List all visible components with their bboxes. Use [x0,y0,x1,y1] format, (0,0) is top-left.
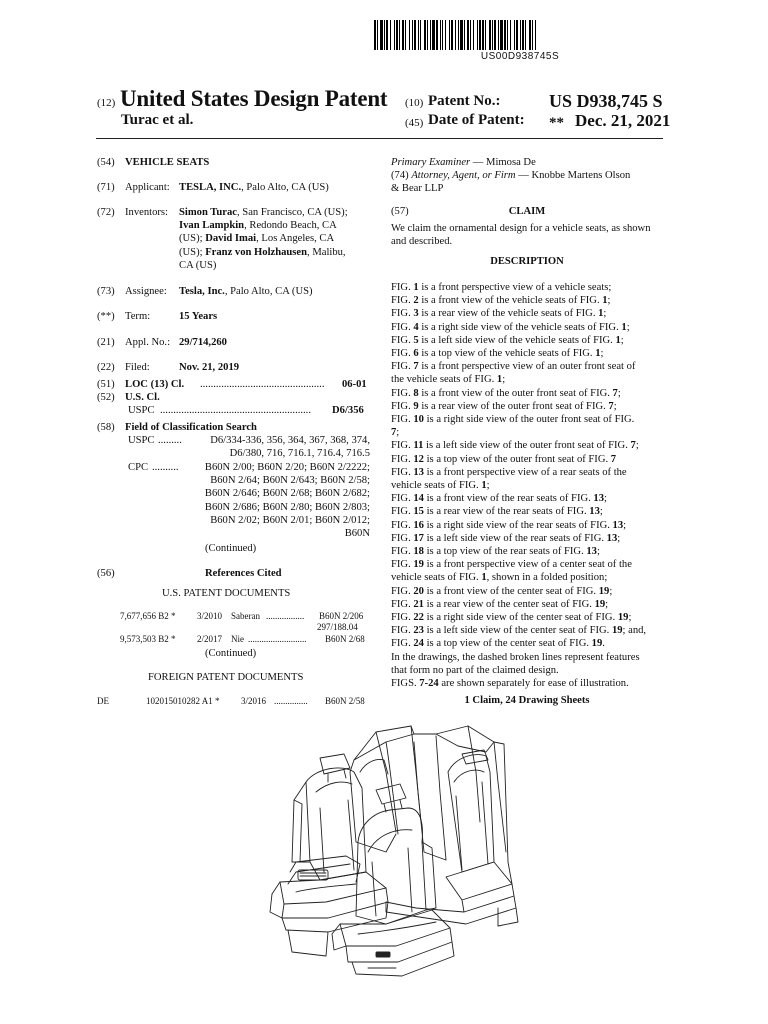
applicant-label: Applicant: [125,182,170,193]
loc-value: 06-01 [342,379,367,390]
code-21: (21) [97,337,115,348]
code-term: (**) [97,311,115,322]
description-line: FIG. 3 is a rear view of the vehicle seats of FIG. 1; [391,308,607,320]
appl-label: Appl. No.: [125,337,171,348]
filed-label: Filed: [125,362,150,373]
refs-continued: (Continued) [205,648,257,659]
description-line: FIG. 16 is a right side view of the rear seats of FIG. 13; [391,519,627,531]
term-value: 15 Years [179,311,218,322]
assignee-label: Assignee: [125,286,167,297]
description-line: 7; [391,427,400,439]
description-line: FIG. 23 is a left side view of the center seat of FIG. 19; and, [391,625,647,637]
uscl-value: D6/356 [332,405,364,416]
description-line: vehicle seats of FIG. 1; [391,480,490,492]
description-line: FIG. 19 is a front perspective view of a center seat of the [391,559,632,571]
barcode [374,20,666,50]
description-line: FIG. 24 is a top view of the center seat of FIG. 19. [391,638,605,650]
description-line: FIG. 8 is a front view of the outer front seat of FIG. 7; [391,387,621,399]
field-uspc-label: USPC [128,435,155,446]
term-label: Term: [125,311,151,322]
patent-number: US D938,745 S [549,91,663,111]
description-line: FIG. 20 is a front view of the center seat of FIG. 19; [391,585,613,597]
uscl-sub: USPC [128,405,155,416]
filed-value: Nov. 21, 2019 [179,362,240,373]
description-line: vehicle seats of FIG. 1, shown in a folded position; [391,572,608,584]
assignee-value: Tesla, Inc., Palo Alto, CA (US) [179,286,313,297]
foreign-patents-heading: FOREIGN PATENT DOCUMENTS [148,672,304,683]
applicant-value: TESLA, INC., Palo Alto, CA (US) [179,182,329,193]
date-label: Date of Patent: [428,112,525,128]
description-body [391,281,663,690]
description-line: FIG. 15 is a rear view of the rear seats of FIG. 13; [391,506,603,518]
description-line: FIG. 22 is a right side view of the center seat of FIG. 19; [391,612,632,624]
description-line: FIG. 10 is a right side view of the outer front seat of FIG. [391,414,635,426]
field-uspc-dots: ......... [158,435,182,446]
title-value: VEHICLE SEATS [125,157,210,168]
claims-summary: 1 Claim, 24 Drawing Sheets [464,695,590,706]
vehicle-seats-drawing [236,712,572,984]
code-52: (52) [97,392,115,403]
description-line: FIG. 12 is a top view of the outer front seat of FIG. 7 [391,453,617,465]
uscl-label: U.S. Cl. [125,392,160,403]
description-line: FIG. 9 is a rear view of the outer front seat of FIG. 7; [391,400,617,412]
description-line: FIGS. 7-24 are shown separately for ease of illustration. [391,678,629,690]
description-line: that form no part of the claimed design. [391,664,559,676]
inventors-value: Simon Turac, San Francisco, CA (US); Ivan Lampkin, Redondo Beach, CA (US); David Imai, Los Angeles, CA (US); Franz von Holzhausen, Malibu, CA (US) [179,207,348,271]
description-line: FIG. 4 is a right side view of the vehicle seats of FIG. 1; [391,321,630,333]
description-title: DESCRIPTION [490,256,564,267]
code-56: (56) [97,568,115,579]
refs-title: References Cited [205,568,282,579]
uscl-dots: ......................................................... [160,405,311,416]
claim-title: CLAIM [508,206,546,217]
description-line: FIG. 1 is a front perspective view of a vehicle seats; [391,282,612,293]
description-line: In the drawings, the dashed broken lines represent features [391,651,640,663]
description-line: FIG. 21 is a rear view of the center seat of FIG. 19; [391,598,609,610]
loc-dots: ............................................... [200,379,325,390]
patent-date: Dec. 21, 2021 [575,111,671,130]
description-line: FIG. 17 is a left side view of the rear seats of FIG. 13; [391,532,621,544]
description-line: FIG. 7 is a front perspective view of an outer front seat of [391,361,636,373]
code-22: (22) [97,362,115,373]
field-cpc-values: B60N 2/00; B60N 2/20; B60N 2/2222; B60N 2/64; B60N 2/643; B60N 2/58; B60N 2/646; B60N 2/68; B60N 2/682; B60N 2/686; B60N 2/80; B60N 2/803; B60N 2/02; B60N 2/01; B60N 2/012; B60N [204,462,370,540]
examiner: Primary Examiner — Mimosa De [391,157,536,168]
field-label: Field of Classification Search [125,422,257,433]
attorney-line-2: & Bear LLP [391,183,444,194]
description-line: FIG. 18 is a top view of the rear seats of FIG. 13; [391,546,600,558]
code-10: (10) [405,97,424,109]
us-patents-heading: U.S. PATENT DOCUMENTS [162,588,291,599]
description-line: FIG. 11 is a left side view of the outer front seat of FIG. 7; [391,440,639,452]
field-cpc-label: CPC [128,462,149,473]
description-line: the vehicle seats of FIG. 1; [391,374,506,386]
attorney: (74) Attorney, Agent, or Firm — Knobbe Martens Olson [391,170,631,181]
code-73: (73) [97,286,115,297]
claim-text: We claim the ornamental design for a vehicle seats, as shown and described. [391,223,651,248]
loc-label: LOC (13) Cl. [125,379,185,390]
code-71: (71) [97,182,115,193]
description-line: FIG. 5 is a left side view of the vehicle seats of FIG. 1; [391,334,624,346]
code-45: (45) [405,117,424,129]
patent-no-label: Patent No.: [428,93,501,109]
date-mark: ** [549,115,564,131]
field-continued: (Continued) [205,543,257,554]
barcode-number: US00D938745S [480,51,560,62]
field-uspc-values: D6/334-336, 356, 364, 367, 368, 374, D6/380, 716, 716.1, 716.4, 716.5 [210,435,370,460]
code-12: (12) [97,97,116,109]
description-line: FIG. 13 is a front perspective view of a rear seats of the [391,466,627,478]
document-type: United States Design Patent [120,86,388,111]
code-54: (54) [97,157,115,168]
inventors-label: Inventors: [125,207,168,218]
field-cpc-dots: .......... [152,462,179,473]
description-line: FIG. 14 is a front view of the rear seats of FIG. 13; [391,493,607,505]
code-58: (58) [97,422,115,433]
code-51: (51) [97,379,115,390]
code-57: (57) [391,206,409,217]
authors: Turac et al. [121,112,194,128]
header-rule [96,138,663,139]
description-line: FIG. 2 is a front view of the vehicle seats of FIG. 1; [391,295,611,307]
appl-value: 29/714,260 [179,337,227,348]
code-72: (72) [97,207,115,218]
description-line: FIG. 6 is a top view of the vehicle seats of FIG. 1; [391,348,604,360]
